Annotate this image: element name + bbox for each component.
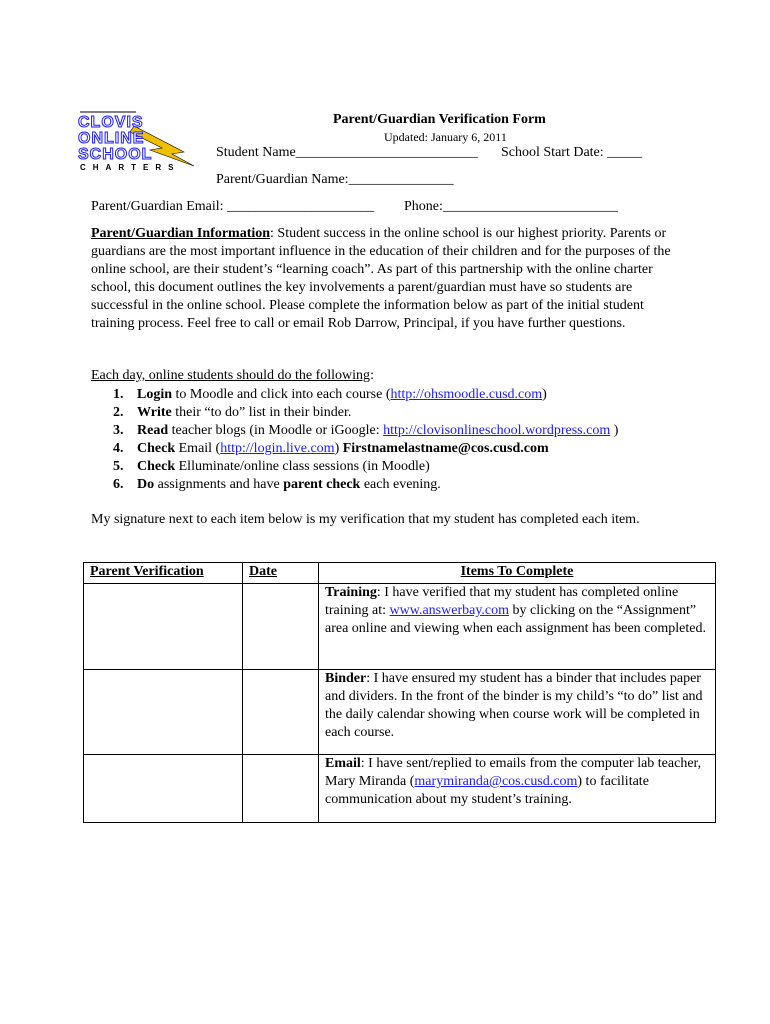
list-verb: Login bbox=[137, 387, 173, 402]
info-body: : Student success in the online school is our highest priority. Parents or guardians are the most important influence in the education of their children and for the purposes of the online school, are their student’s “learning coach”. As part of this partnership with the online charter school, this document outlines the key involvements a parent/guardian must have so students are successful in the online school. Please complete the information below as part of the initial student training process. Feel free to call or email Rob Darrow, Principal, if you have further questions. bbox=[91, 226, 671, 331]
signature-note: My signature next to each item below is my verification that my student has completed each item. bbox=[91, 512, 640, 527]
list-text: each evening. bbox=[360, 477, 441, 492]
list-text: Elluminate/online class sessions (in Moodle) bbox=[175, 459, 430, 474]
phone-field[interactable]: Phone:_________________________ bbox=[404, 199, 618, 214]
col-label: Parent Verification bbox=[90, 564, 204, 579]
blog-link[interactable]: http://clovisonlineschool.wordpress.com bbox=[383, 423, 611, 438]
list-item bbox=[113, 458, 618, 476]
list-item bbox=[113, 440, 618, 458]
verification-cell[interactable] bbox=[84, 584, 243, 670]
daily-intro-colon: : bbox=[370, 368, 374, 383]
list-item bbox=[113, 422, 618, 440]
info-heading: Parent/Guardian Information bbox=[91, 226, 271, 241]
list-emphasis: parent check bbox=[283, 477, 361, 492]
moodle-link[interactable]: http://ohsmoodle.cusd.com bbox=[390, 387, 543, 402]
item-cell bbox=[319, 755, 716, 823]
item-title: Training bbox=[325, 585, 377, 600]
list-number: 4. bbox=[113, 441, 124, 456]
item-title: Email bbox=[325, 756, 361, 771]
list-number: 3. bbox=[113, 423, 124, 438]
start-date-field[interactable]: School Start Date: _____ bbox=[501, 145, 643, 160]
col-items bbox=[319, 563, 716, 584]
answerbay-link[interactable]: www.answerbay.com bbox=[389, 603, 510, 618]
verification-table bbox=[83, 562, 716, 823]
parent-name-field[interactable]: Parent/Guardian Name:_______________ bbox=[216, 172, 454, 187]
table-row bbox=[84, 755, 716, 823]
list-text: ) bbox=[610, 423, 619, 438]
list-verb: Do bbox=[137, 477, 155, 492]
teacher-email-link[interactable]: marymiranda@cos.cusd.com bbox=[414, 774, 578, 789]
email-format: Firstnamelastname@cos.cusd.com bbox=[342, 441, 549, 456]
item-text: ) to facilitate communication about my student’s training. bbox=[325, 774, 649, 807]
logo-text-online: ONLINE bbox=[78, 130, 145, 147]
date-cell[interactable] bbox=[243, 755, 319, 823]
item-cell bbox=[319, 584, 716, 670]
col-date bbox=[243, 563, 319, 584]
list-text: their “to do” list in their binder. bbox=[171, 405, 352, 420]
item-text: : I have sent/replied to emails from the computer lab teacher, Mary Miranda ( bbox=[325, 756, 702, 789]
info-paragraph bbox=[91, 225, 673, 333]
table-row bbox=[84, 584, 716, 670]
daily-intro-text: Each day, online students should do the following bbox=[91, 368, 371, 383]
date-cell[interactable] bbox=[243, 584, 319, 670]
list-verb: Read bbox=[137, 423, 169, 438]
verification-cell[interactable] bbox=[84, 755, 243, 823]
list-item bbox=[113, 386, 618, 404]
list-number: 2. bbox=[113, 405, 124, 420]
logo-text-clovis: CLOVIS bbox=[78, 114, 144, 131]
item-cell bbox=[319, 670, 716, 755]
list-item bbox=[113, 404, 618, 422]
item-text: by clicking on the “Assignment” area online and viewing when each assignment has been completed. bbox=[325, 603, 706, 636]
updated-date: Updated: January 6, 2011 bbox=[384, 130, 507, 144]
list-text: ) bbox=[542, 387, 547, 402]
col-label: Date bbox=[249, 564, 277, 579]
list-item bbox=[113, 476, 618, 494]
logo-text-charters: CHARTERS bbox=[80, 163, 181, 172]
list-text: to Moodle and click into each course ( bbox=[172, 387, 391, 402]
school-logo bbox=[76, 108, 196, 174]
list-text: teacher blogs (in Moodle or iGoogle: bbox=[168, 423, 384, 438]
list-number: 5. bbox=[113, 459, 124, 474]
list-verb: Check bbox=[137, 459, 176, 474]
list-verb: Check bbox=[137, 441, 176, 456]
list-text: ) bbox=[334, 441, 343, 456]
date-cell[interactable] bbox=[243, 670, 319, 755]
item-text: : I have verified that my student has completed online training at: bbox=[325, 585, 679, 618]
list-text: Email ( bbox=[175, 441, 221, 456]
table-row bbox=[84, 670, 716, 755]
daily-list bbox=[113, 386, 618, 494]
list-verb: Write bbox=[137, 405, 172, 420]
form-title: Parent/Guardian Verification Form bbox=[333, 112, 546, 127]
verification-cell[interactable] bbox=[84, 670, 243, 755]
table-header-row bbox=[84, 563, 716, 584]
daily-intro bbox=[91, 368, 374, 384]
list-number: 6. bbox=[113, 477, 124, 492]
list-text: assignments and have bbox=[154, 477, 284, 492]
parent-email-field[interactable]: Parent/Guardian Email: _____________________ bbox=[91, 199, 375, 214]
col-label: Items To Complete bbox=[460, 564, 574, 579]
item-text: : I have ensured my student has a binder that includes paper and dividers. In the front of the binder is my child’s “to do” list and the daily calendar showing when course work will be completed in each course. bbox=[325, 671, 703, 740]
list-number: 1. bbox=[113, 387, 124, 402]
col-parent-verification bbox=[84, 563, 243, 584]
student-name-field[interactable]: Student Name__________________________ bbox=[216, 145, 478, 160]
item-title: Binder bbox=[325, 671, 367, 686]
email-login-link[interactable]: http://login.live.com bbox=[220, 441, 335, 456]
logo-text-school: SCHOOL bbox=[78, 146, 153, 163]
